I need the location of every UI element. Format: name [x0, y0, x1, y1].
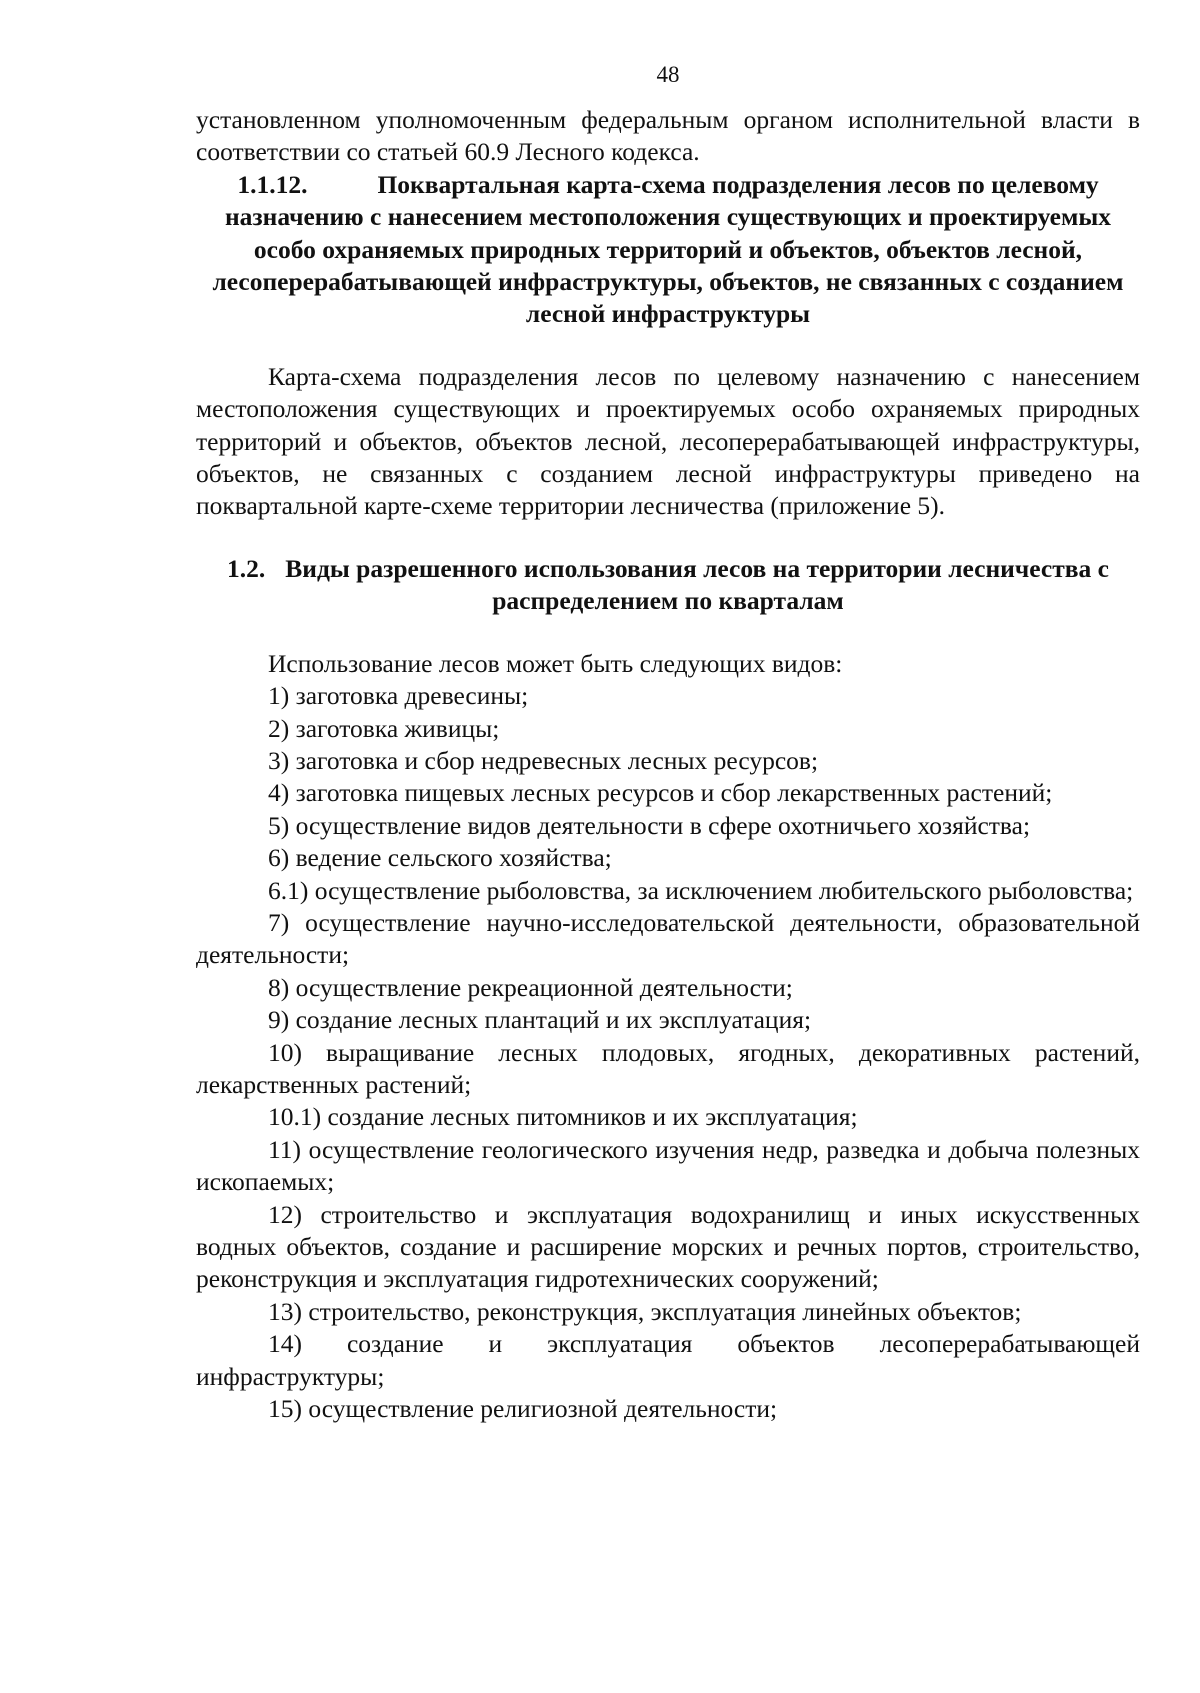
list-item: 9) создание лесных плантаций и их эксплуатация; [268, 1005, 812, 1035]
section-title: Поквартальная карта-схема подразделения лесов по целевому назначению с нанесением местоположения существующих и проектируемых особо охраняемых природных территорий и объектов, объектов лесной, лесоперерабатывающей инфраструктуры, объектов, не связанных с созданием лесной инфраструктуры [212, 169, 1124, 329]
list-item: 14) создание и эксплуатация объектов лесоперерабатывающей инфраструктуры; [196, 1329, 1140, 1391]
spacer [196, 523, 1140, 553]
list-item: 3) заготовка и сбор недревесных лесных ресурсов; [268, 745, 819, 775]
section-body-paragraph: Карта-схема подразделения лесов по целевому назначению с нанесением местоположения существующих и проектируемых особо охраняемых природных территорий и объектов, объектов лесной, лесоперерабатывающей инфраструктуры, объектов, не связанных с созданием лесной инфраструктуры приведено на поквартальной карте-схеме территории лесничества (приложение 5). [196, 361, 1140, 521]
page-body [196, 104, 1140, 1425]
section-title: Виды разрешенного использования лесов на территории лесничества с распределением по кварталам [285, 553, 1109, 616]
page-number: 48 [656, 62, 680, 87]
list-item: 1) заготовка древесины; [268, 681, 529, 711]
list-item: 15) осуществление религиозной деятельности; [268, 1394, 778, 1424]
list-intro: Использование лесов может быть следующих видов: [268, 648, 843, 678]
list-item: 13) строительство, реконструкция, эксплуатация линейных объектов; [268, 1296, 1022, 1326]
section-heading-1-2 [196, 553, 1140, 618]
spacer [196, 331, 1140, 361]
spacer [196, 618, 1140, 648]
list-item: 8) осуществление рекреационной деятельности; [268, 972, 793, 1002]
list-item: 2) заготовка живицы; [268, 713, 500, 743]
continuation-paragraph: установленном уполномоченным федеральным органом исполнительной власти в соответствии со статьей 60.9 Лесного кодекса. [196, 105, 1140, 167]
list-item: 5) осуществление видов деятельности в сфере охотничьего хозяйства; [268, 810, 1031, 840]
section-number: 1.1.12. [237, 169, 308, 199]
section-heading-1-1-12 [196, 169, 1140, 331]
list-item: 11) осуществление геологического изучения недр, разведка и добыча полезных ископаемых; [196, 1134, 1140, 1197]
list-item: 7) осуществление научно-исследовательской деятельности, образовательной деятельности; [196, 907, 1140, 970]
list-item: 10.1) создание лесных питомников и их эксплуатация; [268, 1102, 858, 1132]
list-item: 6.1) осуществление рыболовства, за исключением любительского рыболовства; [268, 875, 1134, 905]
list-item: 12) строительство и эксплуатация водохранилищ и иных искусственных водных объектов, создание и расширение морских и речных портов, строительство, реконструкция и эксплуатация гидротехнических сооружений; [196, 1199, 1140, 1294]
list-item: 6) ведение сельского хозяйства; [268, 843, 612, 873]
list-item: 4) заготовка пищевых лесных ресурсов и сбор лекарственных растений; [268, 778, 1053, 808]
list-item: 10) выращивание лесных плодовых, ягодных, декоративных растений, лекарственных растений; [196, 1037, 1140, 1099]
forest-use-list [196, 680, 1140, 1425]
section-number: 1.2. [227, 553, 266, 583]
